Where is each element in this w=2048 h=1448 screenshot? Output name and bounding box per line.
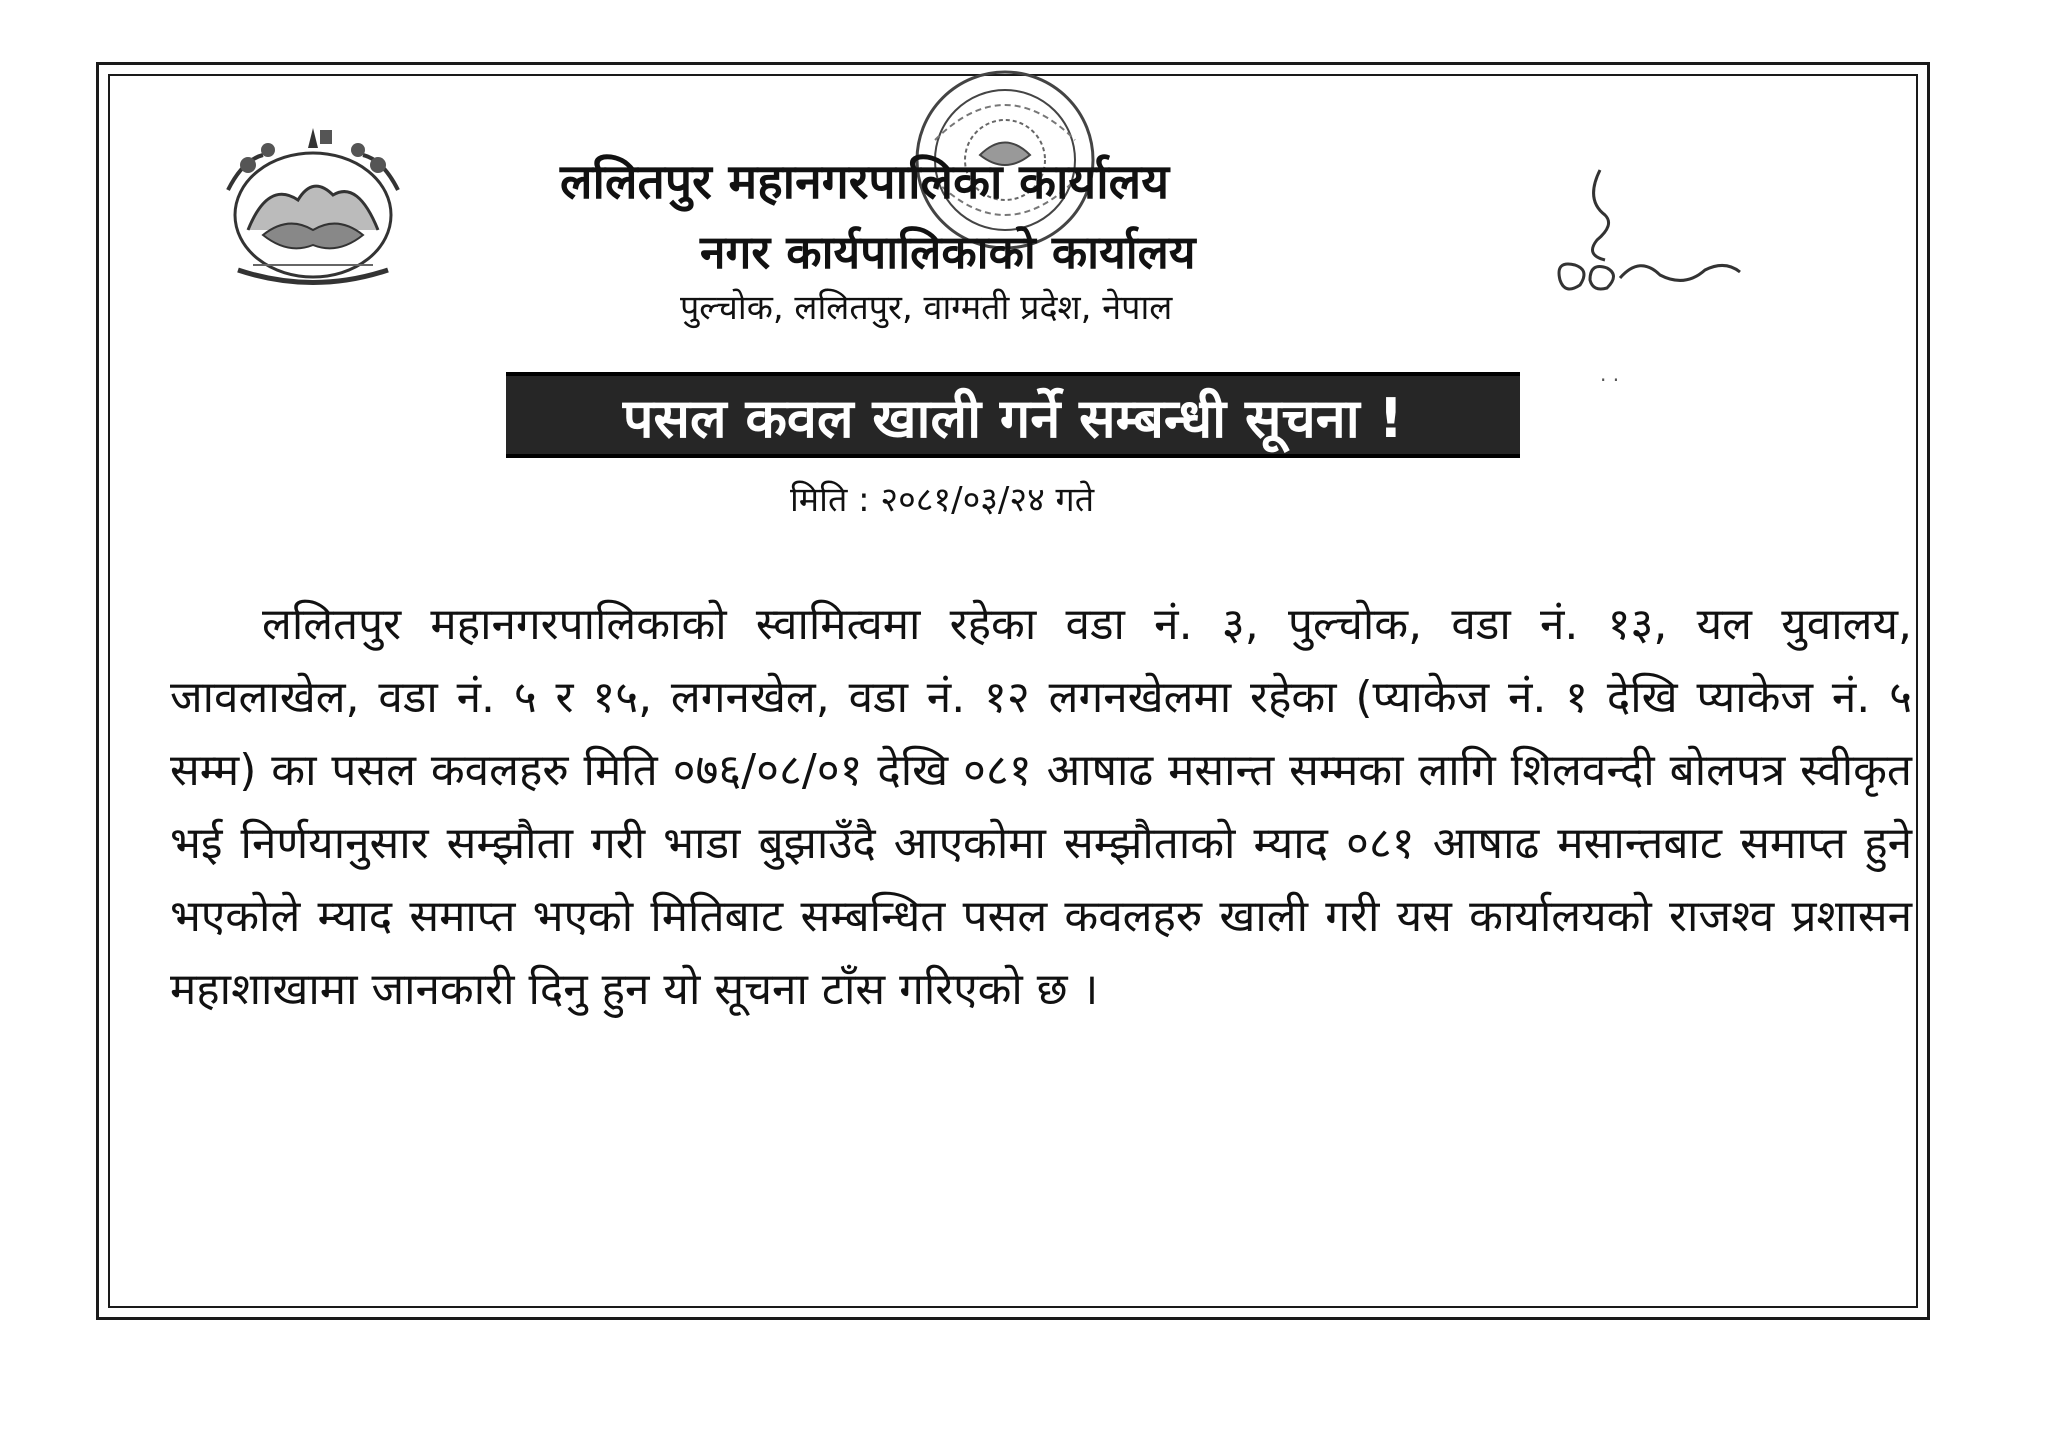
notice-body-paragraph: ललितपुर महानगरपालिकाको स्वामित्वमा रहेका वडा नं. ३, पुल्चोक, वडा नं. १३, यल युवालय, जावलाखेल, वडा नं. ५ र १५, लगनखेल, वडा नं. १२ लगनखेलमा रहेका (प्याकेज नं. १ देखि प्याकेज नं. ५ सम्म) का पसल कवलहरु मिति ०७६/०८/०१ देखि ०८१ आषाढ मसान्त सम्मका लागि शिलवन्दी बोलपत्र स्वीकृत भई निर्णयानुसार सम्झौता गरी भाडा बुझाउँदै आएकोमा सम्झौताको म्याद ०८१ आषाढ मसान्तबाट समाप्त हुने भएकोले म्याद समाप्त भएको मितिबाट सम्बन्धित पसल कवलहरु खाली गरी यस कार्यालयको राजश्व प्रशासन महाशाखामा जानकारी दिनु हुन यो सूचना टाँस गरिएको छ । (170, 599, 1912, 1015)
office-name: ललितपुर महानगरपालिका कार्यालय (560, 154, 1170, 210)
signature-icon (1545, 160, 1750, 310)
nepal-emblem-icon (208, 120, 418, 295)
council-name: नगर कार्यपालिकाको कार्यालय (700, 225, 1196, 279)
notice-body (170, 588, 1912, 1026)
notice-date: मिति : २०८१/०३/२४ गते (790, 480, 1095, 520)
speck-marks: · · (1600, 368, 1620, 392)
notice-title: पसल कवल खाली गर्ने सम्बन्धी सूचना ! (506, 372, 1520, 458)
office-address: पुल्चोक, ललितपुर, वाग्मती प्रदेश, नेपाल (680, 288, 1173, 328)
